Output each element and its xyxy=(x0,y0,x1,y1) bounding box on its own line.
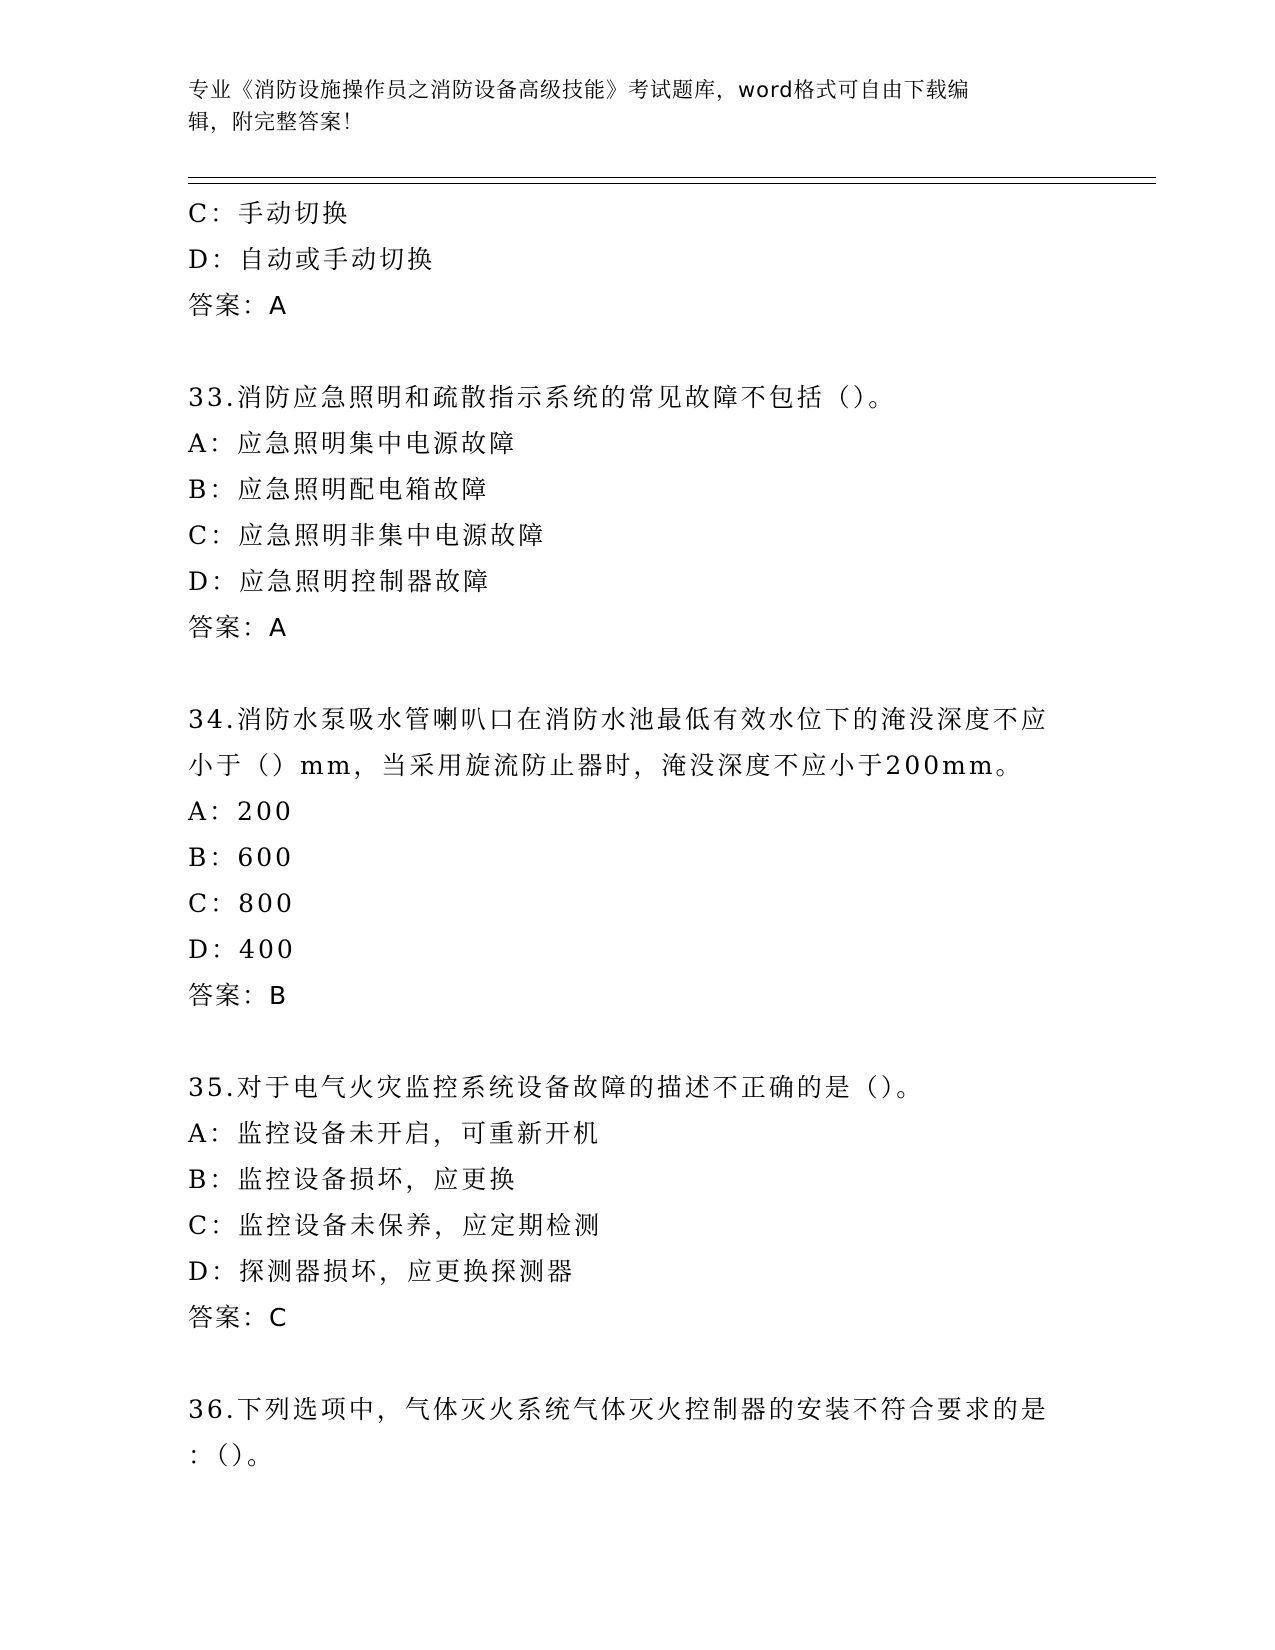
question-text: 35.对于电气火灾监控系统设备故障的描述不正确的是（）。 xyxy=(188,1073,925,1102)
option-c: C：800 xyxy=(188,889,295,918)
question-block-33 xyxy=(188,375,1088,651)
option-d: D：自动或手动切换 xyxy=(188,245,436,274)
question-text-line-2: 小于（）mm，当采用旋流防止器时，淹没深度不应小于200mm。 xyxy=(188,751,1024,780)
option-d: D：400 xyxy=(188,935,296,964)
question-block-32 xyxy=(188,191,1088,329)
answer-value: A xyxy=(269,291,288,320)
header-divider-top xyxy=(188,177,1156,178)
header-line-1: 专业《消防设施操作员之消防设备高级技能》考试题库，word格式可自由下载编 xyxy=(188,78,970,102)
question-text-line-2: ：（）。 xyxy=(188,1441,276,1470)
header-line-2: 辑，附完整答案！ xyxy=(188,110,364,134)
option-c: C：手动切换 xyxy=(188,199,351,228)
question-text: 33.消防应急照明和疏散指示系统的常见故障不包括（）。 xyxy=(188,383,897,412)
question-block-34 xyxy=(188,697,1088,1019)
option-c: C：监控设备未保养，应定期检测 xyxy=(188,1211,603,1240)
option-a: A：应急照明集中电源故障 xyxy=(188,429,518,458)
question-block-35 xyxy=(188,1065,1088,1341)
answer-line xyxy=(188,973,1088,1019)
spacer xyxy=(188,651,1088,697)
option-b: B：监控设备损坏，应更换 xyxy=(188,1165,518,1194)
option-a: A：监控设备未开启，可重新开机 xyxy=(188,1119,602,1148)
answer-value: A xyxy=(269,613,288,642)
answer-label: 答案： xyxy=(188,291,270,320)
answer-label: 答案： xyxy=(188,1303,270,1332)
answer-label: 答案： xyxy=(188,981,270,1010)
answer-label: 答案： xyxy=(188,613,270,642)
spacer xyxy=(188,1341,1088,1387)
answer-line xyxy=(188,1295,1088,1341)
spacer xyxy=(188,1019,1088,1065)
header-divider-bottom xyxy=(188,183,1156,184)
spacer xyxy=(188,329,1088,375)
answer-line xyxy=(188,605,1088,651)
answer-line xyxy=(188,283,1088,329)
question-block-36 xyxy=(188,1387,1088,1479)
option-d: D：探测器损坏，应更换探测器 xyxy=(188,1257,576,1286)
question-text-line-1: 34.消防水泵吸水管喇叭口在消防水池最低有效水位下的淹没深度不应 xyxy=(188,705,1049,734)
option-b: B：600 xyxy=(188,843,295,872)
question-text-line-1: 36.下列选项中，气体灭火系统气体灭火控制器的安装不符合要求的是 xyxy=(188,1395,1049,1424)
document-header xyxy=(188,74,1068,138)
option-d: D：应急照明控制器故障 xyxy=(188,567,492,596)
question-list xyxy=(188,191,1088,1479)
option-b: B：应急照明配电箱故障 xyxy=(188,475,490,504)
answer-value: B xyxy=(269,981,288,1010)
option-a: A：200 xyxy=(188,797,294,826)
answer-value: C xyxy=(269,1303,288,1332)
option-c: C：应急照明非集中电源故障 xyxy=(188,521,547,550)
